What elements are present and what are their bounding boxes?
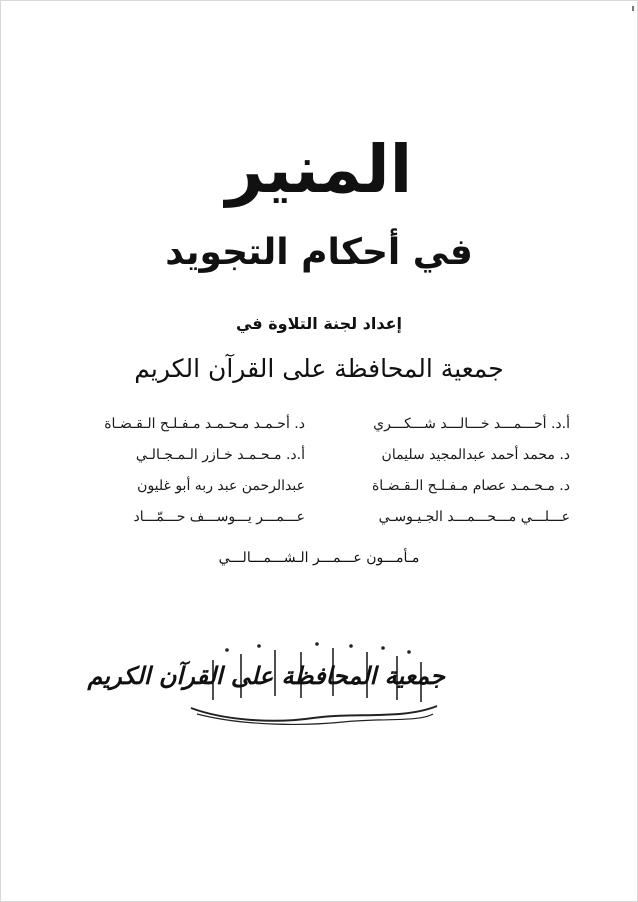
society-name: جمعية المحافظة على القرآن الكريم <box>134 354 504 383</box>
author-name: عـــلـــي مـــحـــمـــد الجـيـوسـي <box>378 509 570 525</box>
scan-mark <box>632 6 634 11</box>
society-calligraphy-logo <box>87 640 445 726</box>
author-name: عبدالرحمن عبد ربه أبو غليون <box>137 478 305 494</box>
author-name: د. أحـمـد مـحـمـد مـفـلـح الـقـضـاة <box>104 416 305 432</box>
author-name: أ.د. مـحـمـد خـازر الـمـجـالـي <box>135 447 305 463</box>
author-name: د. محمد أحمد عبدالمجيد سليمان <box>381 447 570 463</box>
author-name: عـــمـــر يـــوســـف حـــمّـــاد <box>133 509 305 525</box>
book-subtitle: في أحكام التجويد <box>165 232 473 273</box>
book-title: المنير <box>225 131 413 208</box>
author-name-last: مـأمـــون عـــمـــر الـشـــمـــالـــي <box>218 550 420 566</box>
author-name: د. مـحـمـد عصام مـفـلـح الـقـضـاة <box>371 478 570 494</box>
prepared-by-line: إعداد لجنة التلاوة في <box>235 314 403 333</box>
author-name: أ.د. أحـــمـــد خـــالـــد شـــكـــري <box>373 416 570 432</box>
authors-list <box>70 414 570 534</box>
calligraphy-logo-text: جمعية المحافظة على القرآن الكريم <box>87 662 445 690</box>
